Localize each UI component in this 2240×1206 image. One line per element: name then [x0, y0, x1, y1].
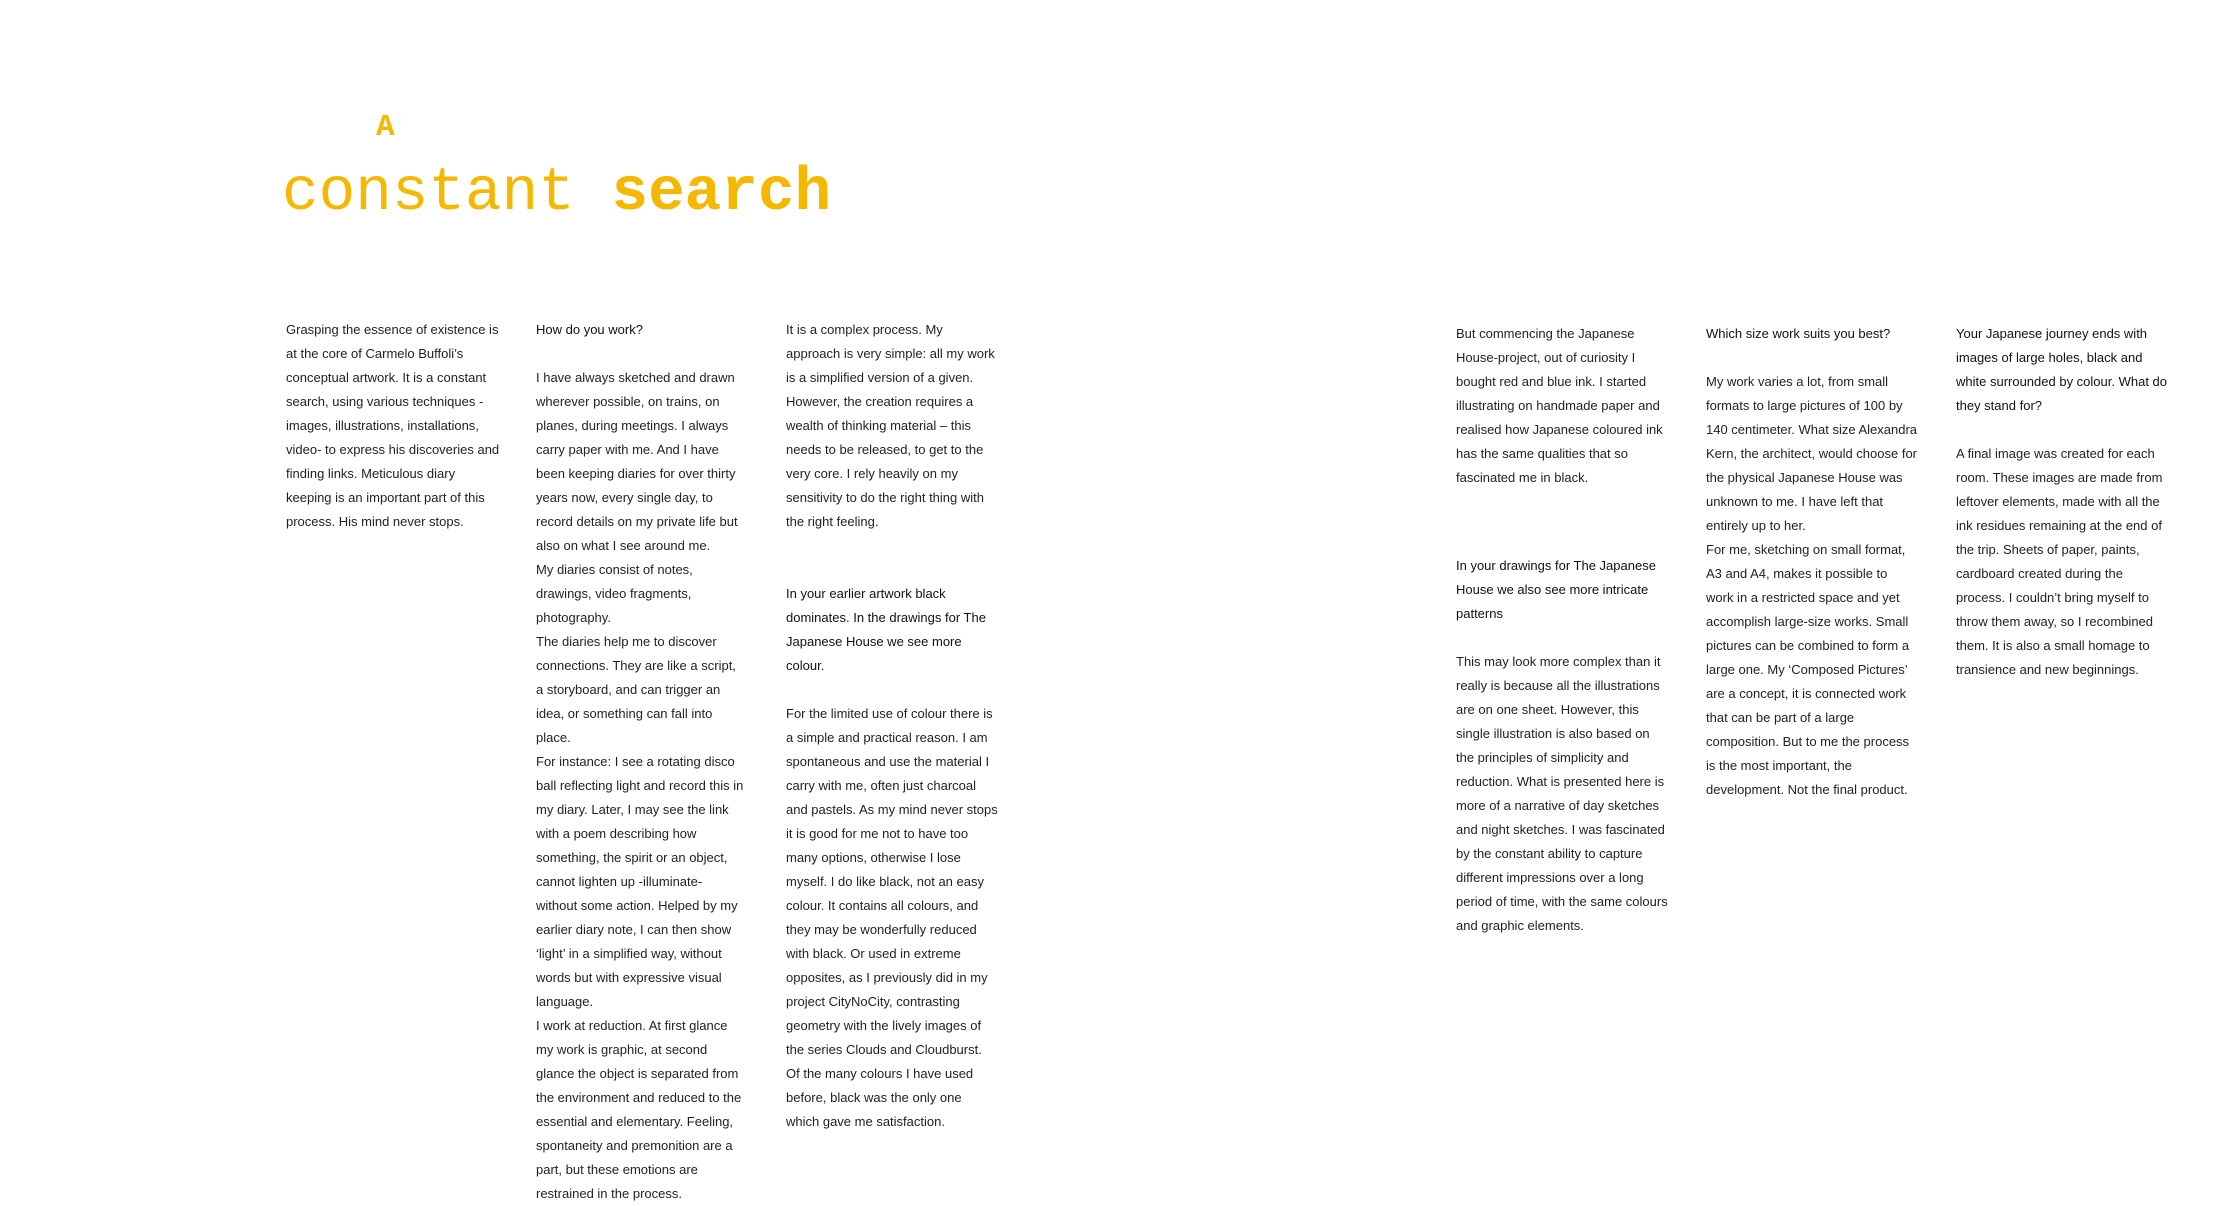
paragraph: I have always sketched and drawn wherever possible, on trains, on planes, during meetings. I always carry paper with me. And I have been keeping diaries for over thirty years now, every single day, to record details on my private life but also on what I see around me.	[536, 370, 738, 553]
column-intro	[286, 318, 500, 534]
question-how-do-you-work: How do you work?	[536, 322, 643, 337]
title-prefix: A	[376, 110, 395, 145]
title-word-search: search	[611, 159, 832, 228]
title-word-constant: constant	[282, 159, 575, 228]
paragraph: For me, sketching on small format, A3 and A4, makes it possible to work in a restricted space and yet accomplish large-size works. Small pictures can be combined to form a large one. My ‘Composed Pictures’ are a concept, it is connected work that can be part of a large composition. But to me the process is the most important, the development. Not the final product.	[1706, 542, 1910, 797]
paragraph: It is a complex process. My approach is very simple: all my work is a simplified version of a given. However, the creation requires a wealth of thinking material – this needs to be released, to get to the very core. I rely heavily on my sensitivity to do the right thing with the right feeling.	[786, 322, 995, 529]
paragraph: For instance: I see a rotating disco ball reflecting light and record this in my diary. Later, I may see the link with a poem describing how something, the spirit or an object, cannot lighten up -illuminate- without some action. Helped by my earlier diary note, I can then show ‘light’ in a simplified way, without words but with expressive visual language.	[536, 754, 744, 1009]
question-which-size: Which size work suits you best?	[1706, 326, 1891, 341]
question-intricate-patterns: In your drawings for The Japanese House we also see more intricate patterns	[1456, 558, 1656, 621]
paragraph: But commencing the Japanese House-project, out of curiosity I bought red and blue ink. I started illustrating on handmade paper and realised how Japanese coloured ink has the same qualities that so fascinated me in black.	[1456, 326, 1663, 485]
paragraph: My diaries consist of notes, drawings, video fragments, photography.	[536, 562, 693, 625]
column-japanese-journey	[1956, 322, 2170, 682]
intro-paragraph: Grasping the essence of existence is at the core of Carmelo Buffoli’s conceptual artwork. It is a constant search, using various techniques -images, illustrations, installations, video- to express his discoveries and finding links. Meticulous diary keeping is an important part of this process. His mind never stops.	[286, 322, 500, 529]
column-how-do-you-work	[536, 318, 746, 1206]
paragraph: This may look more complex than it really is because all the illustrations are on one sheet. However, this single illustration is also based on the principles of simplicity and reduction. What is presented here is more of a narrative of day sketches and night sketches. I was fascinated by the constant ability to capture different impressions over a long period of time, with the same colours and graphic elements.	[1456, 654, 1668, 933]
question-japanese-journey: Your Japanese journey ends with images of large holes, black and white surrounded by colour. What do they stand for?	[1956, 326, 2168, 413]
paragraph: The diaries help me to discover connections. They are like a script, a storyboard, and can trigger an idea, or something can fall into place.	[536, 634, 736, 745]
paragraph: A final image was created for each room. These images are made from leftover elements, made with all the ink residues remaining at the end of the trip. Sheets of paper, paints, cardboard created during the process. I couldn’t bring myself to throw them away, so I recombined them. It is also a small homage to transience and new beginnings.	[1956, 446, 2163, 677]
column-which-size	[1706, 322, 1918, 802]
title-main	[282, 159, 832, 228]
column-japanese-house	[1456, 322, 1668, 938]
paragraph: I work at reduction. At first glance my work is graphic, at second glance the object is separated from the environment and reduced to the essential and elementary. Feeling, spontaneity and premonition are a part, but these emotions are restrained in the process.	[536, 1018, 742, 1201]
question-black-dominates: In your earlier artwork black dominates. In the drawings for The Japanese House we see more colour.	[786, 586, 986, 673]
column-complex-process	[786, 318, 998, 1134]
paragraph: My work varies a lot, from small formats to large pictures of 100 by 140 centimeter. What size Alexandra Kern, the architect, would choose for the physical Japanese House was unknown to me. I have left that entirely up to her.	[1706, 374, 1918, 533]
paragraph: For the limited use of colour there is a simple and practical reason. I am spontaneous and use the material I carry with me, often just charcoal and pastels. As my mind never stops it is good for me not to have too many options, otherwise I lose myself. I do like black, not an easy colour. It contains all colours, and they may be wonderfully reduced with black. Or used in extreme opposites, as I previously did in my project CityNoCity, contrasting geometry with the lively images of the series Clouds and Cloudburst. Of the many colours I have used before, black was the only one which gave me satisfaction.	[786, 706, 998, 1129]
